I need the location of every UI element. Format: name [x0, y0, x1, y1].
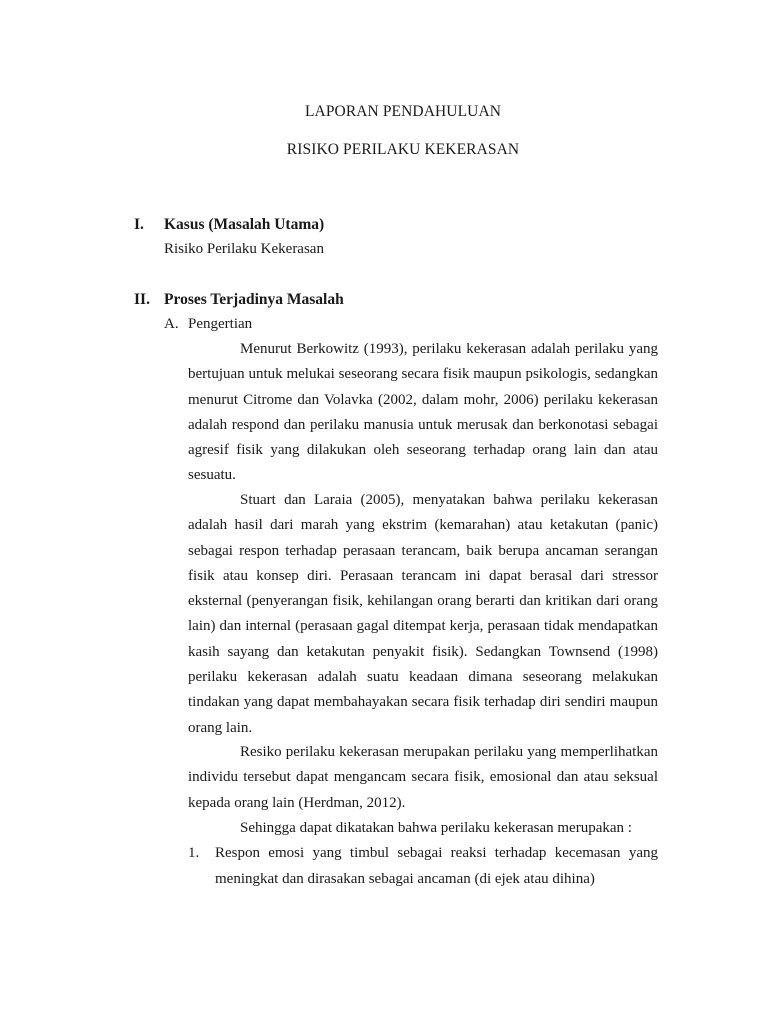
paragraph-4: Sehingga dapat dikatakan bahwa perilaku kekerasan merupakan : — [240, 820, 632, 836]
section-1-number: I. — [134, 216, 144, 233]
paragraph-3: Resiko perilaku kekerasan merupakan perilaku yang memperlihatkan individu tersebut dapat mengancam secara fisik, emosional dan atau seksual kepada orang lain (Herdman, 2012). — [188, 744, 658, 811]
subsection-a-heading: Pengertian — [188, 316, 253, 332]
section-2-number: II. — [134, 291, 150, 308]
paragraph-2: Stuart dan Laraia (2005), menyatakan bahwa perilaku kekerasan adalah hasil dari marah yang ekstrim (kemarahan) atau ketakutan (panic) sebagai respon terhadap perasaan terancam, baik berupa ancaman serangan fisik atau konsep diri. Perasaan terancam ini dapat berasal dari stressor eksternal (penyerangan fisik, kehilangan orang berarti dan kritikan dari orang lain) dan internal (perasaan gagal ditempat kerja, perasaan tidak mendapatkan kasih sayang dan ketakutan penyakit fisik). Sedangkan Townsend (1998) perilaku kekerasan adalah suatu keadaan dimana seseorang melakukan tindakan yang dapat membahayakan secara fisik terhadap diri sendiri maupun orang lain. — [188, 492, 658, 736]
list-item-1-text: Respon emosi yang timbul sebagai reaksi terhadap kecemasan yang meningkat dan dirasakan sebagai ancaman (di ejek atau dihina) — [215, 845, 658, 887]
document-title: LAPORAN PENDAHULUAN — [304, 103, 502, 120]
document-subtitle: RISIKO PERILAKU KEKERASAN — [286, 141, 520, 158]
list-item-1-number: 1. — [188, 845, 200, 861]
section-1-heading: Kasus (Masalah Utama) — [164, 216, 325, 233]
subsection-a-letter: A. — [164, 316, 179, 332]
section-2-heading: Proses Terjadinya Masalah — [164, 291, 344, 308]
section-1-text: Risiko Perilaku Kekerasan — [164, 241, 324, 257]
paragraph-1: Menurut Berkowitz (1993), perilaku kekerasan adalah perilaku yang bertujuan untuk melukai seseorang secara fisik maupun psikologis, sedangkan menurut Citrome dan Volavka (2002, dalam mohr, 2006) perilaku kekerasan adalah respond dan perilaku manusia untuk merusak dan berkonotasi sebagai agresif fisik yang dilakukan oleh seseorang terhadap orang lain dan atau sesuatu. — [188, 341, 658, 484]
